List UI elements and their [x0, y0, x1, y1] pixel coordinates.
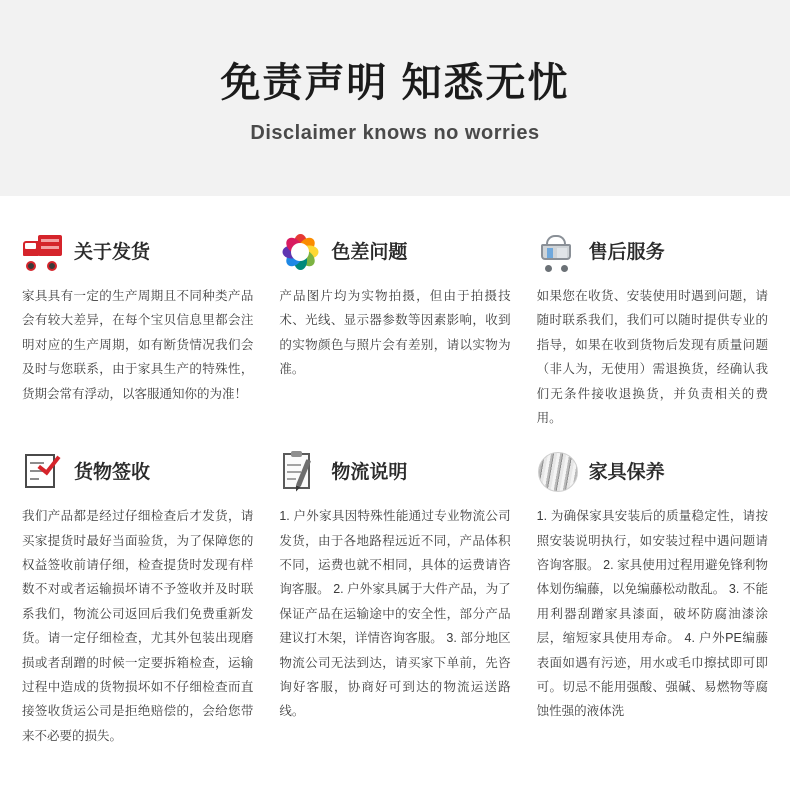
card-body: 如果您在收货、安装使用时遇到问题，请随时联系我们，我们可以随时提供专业的指导，如果在收到货物后发现有质量问题（非人为，无使用）需退换货，经确认我们无条件接收退换货，并负责相关的费用。: [536, 289, 768, 425]
info-card-grid: [0, 196, 790, 748]
card-body: 产品图片均为实物拍摄，但由于拍摄技术、光线、显示器参数等因素影响，收到的实物颜色与照片会有差别，请以实物为准。: [279, 289, 511, 377]
color-wheel-icon: [279, 231, 321, 273]
card-body: 1. 为确保家具安装后的质量稳定性，请按照安装说明执行，如安装过程中遇问题请咨询客服。 2. 家具使用过程用避免锋利物体划伤编藤，以免编藤松动散乱。 3. 不能用利器刮蹭家具漆面，破坏防腐油漆涂层，缩短家具使用寿命。 4. 户外PE编藤表面如遇有污迹，用水或毛巾擦拭即可即可。切忌不能用强酸、强碱、易燃物等腐蚀性强的液体洗: [536, 509, 768, 719]
truck-icon: [22, 231, 64, 273]
card-title: 售后服务: [588, 241, 665, 263]
page-title: 免责声明 知悉无忧: [220, 60, 570, 105]
card-title: 关于发货: [74, 241, 151, 263]
card-title: 物流说明: [331, 461, 408, 483]
card-goods-receipt: [22, 446, 253, 748]
rattan-icon: [537, 451, 579, 493]
card-header: [22, 446, 253, 498]
card-furniture-care: [537, 446, 768, 748]
page-subtitle: Disclaimer knows no worries: [250, 121, 540, 144]
card-color-difference: [279, 226, 510, 430]
card-body: 1. 户外家具因特殊性能通过专业物流公司发货，由于各地路程远近不同，产品体积不同，运费也就不相同，具体的运费请咨询客服。 2. 户外家具属于大件产品，为了保证产品在运输途中的安全性，部分产品建议打木架，详情咨询客服。 3. 部分地区物流公司无法到达，请买家下单前，先咨询好客服，协商好可到达的物流运送路线。: [279, 509, 511, 719]
cart-icon: [537, 231, 579, 273]
card-header: [279, 446, 510, 498]
clipboard-pen-icon: [279, 451, 321, 493]
card-body: 家具具有一定的生产周期且不同种类产品会有较大差异，在每个宝贝信息里都会注明对应的生产周期，如有断货情况我们会及时与您联系，由于家具生产的特殊性，货期会常有浮动，以客服通知你的为准！: [22, 289, 254, 401]
card-header: [22, 226, 253, 278]
header-banner: [0, 0, 790, 196]
card-header: [537, 446, 768, 498]
card-after-sales: [537, 226, 768, 430]
card-shipping: [22, 226, 253, 430]
card-body: 我们产品都是经过仔细检查后才发货，请买家提货时最好当面验货，为了保障您的权益签收前请仔细，检查提货时发现有样数不对或者运输损坏请不予签收并及时联系我们，物流公司返回后我们免费重新发货。请一定仔细检查，尤其外包装出现磨损或者刮蹭的时候一定要拆箱检查，运输过程中造成的货物损坏如不仔细检查而直接签收货运公司是拒绝赔偿的，会给您带来不必要的损失。: [22, 509, 254, 743]
card-title: 货物签收: [74, 461, 151, 483]
clipboard-check-icon: [22, 451, 64, 493]
card-header: [279, 226, 510, 278]
card-logistics: [279, 446, 510, 748]
card-title: 家具保养: [588, 461, 665, 483]
card-header: [537, 226, 768, 278]
card-title: 色差问题: [331, 241, 408, 263]
